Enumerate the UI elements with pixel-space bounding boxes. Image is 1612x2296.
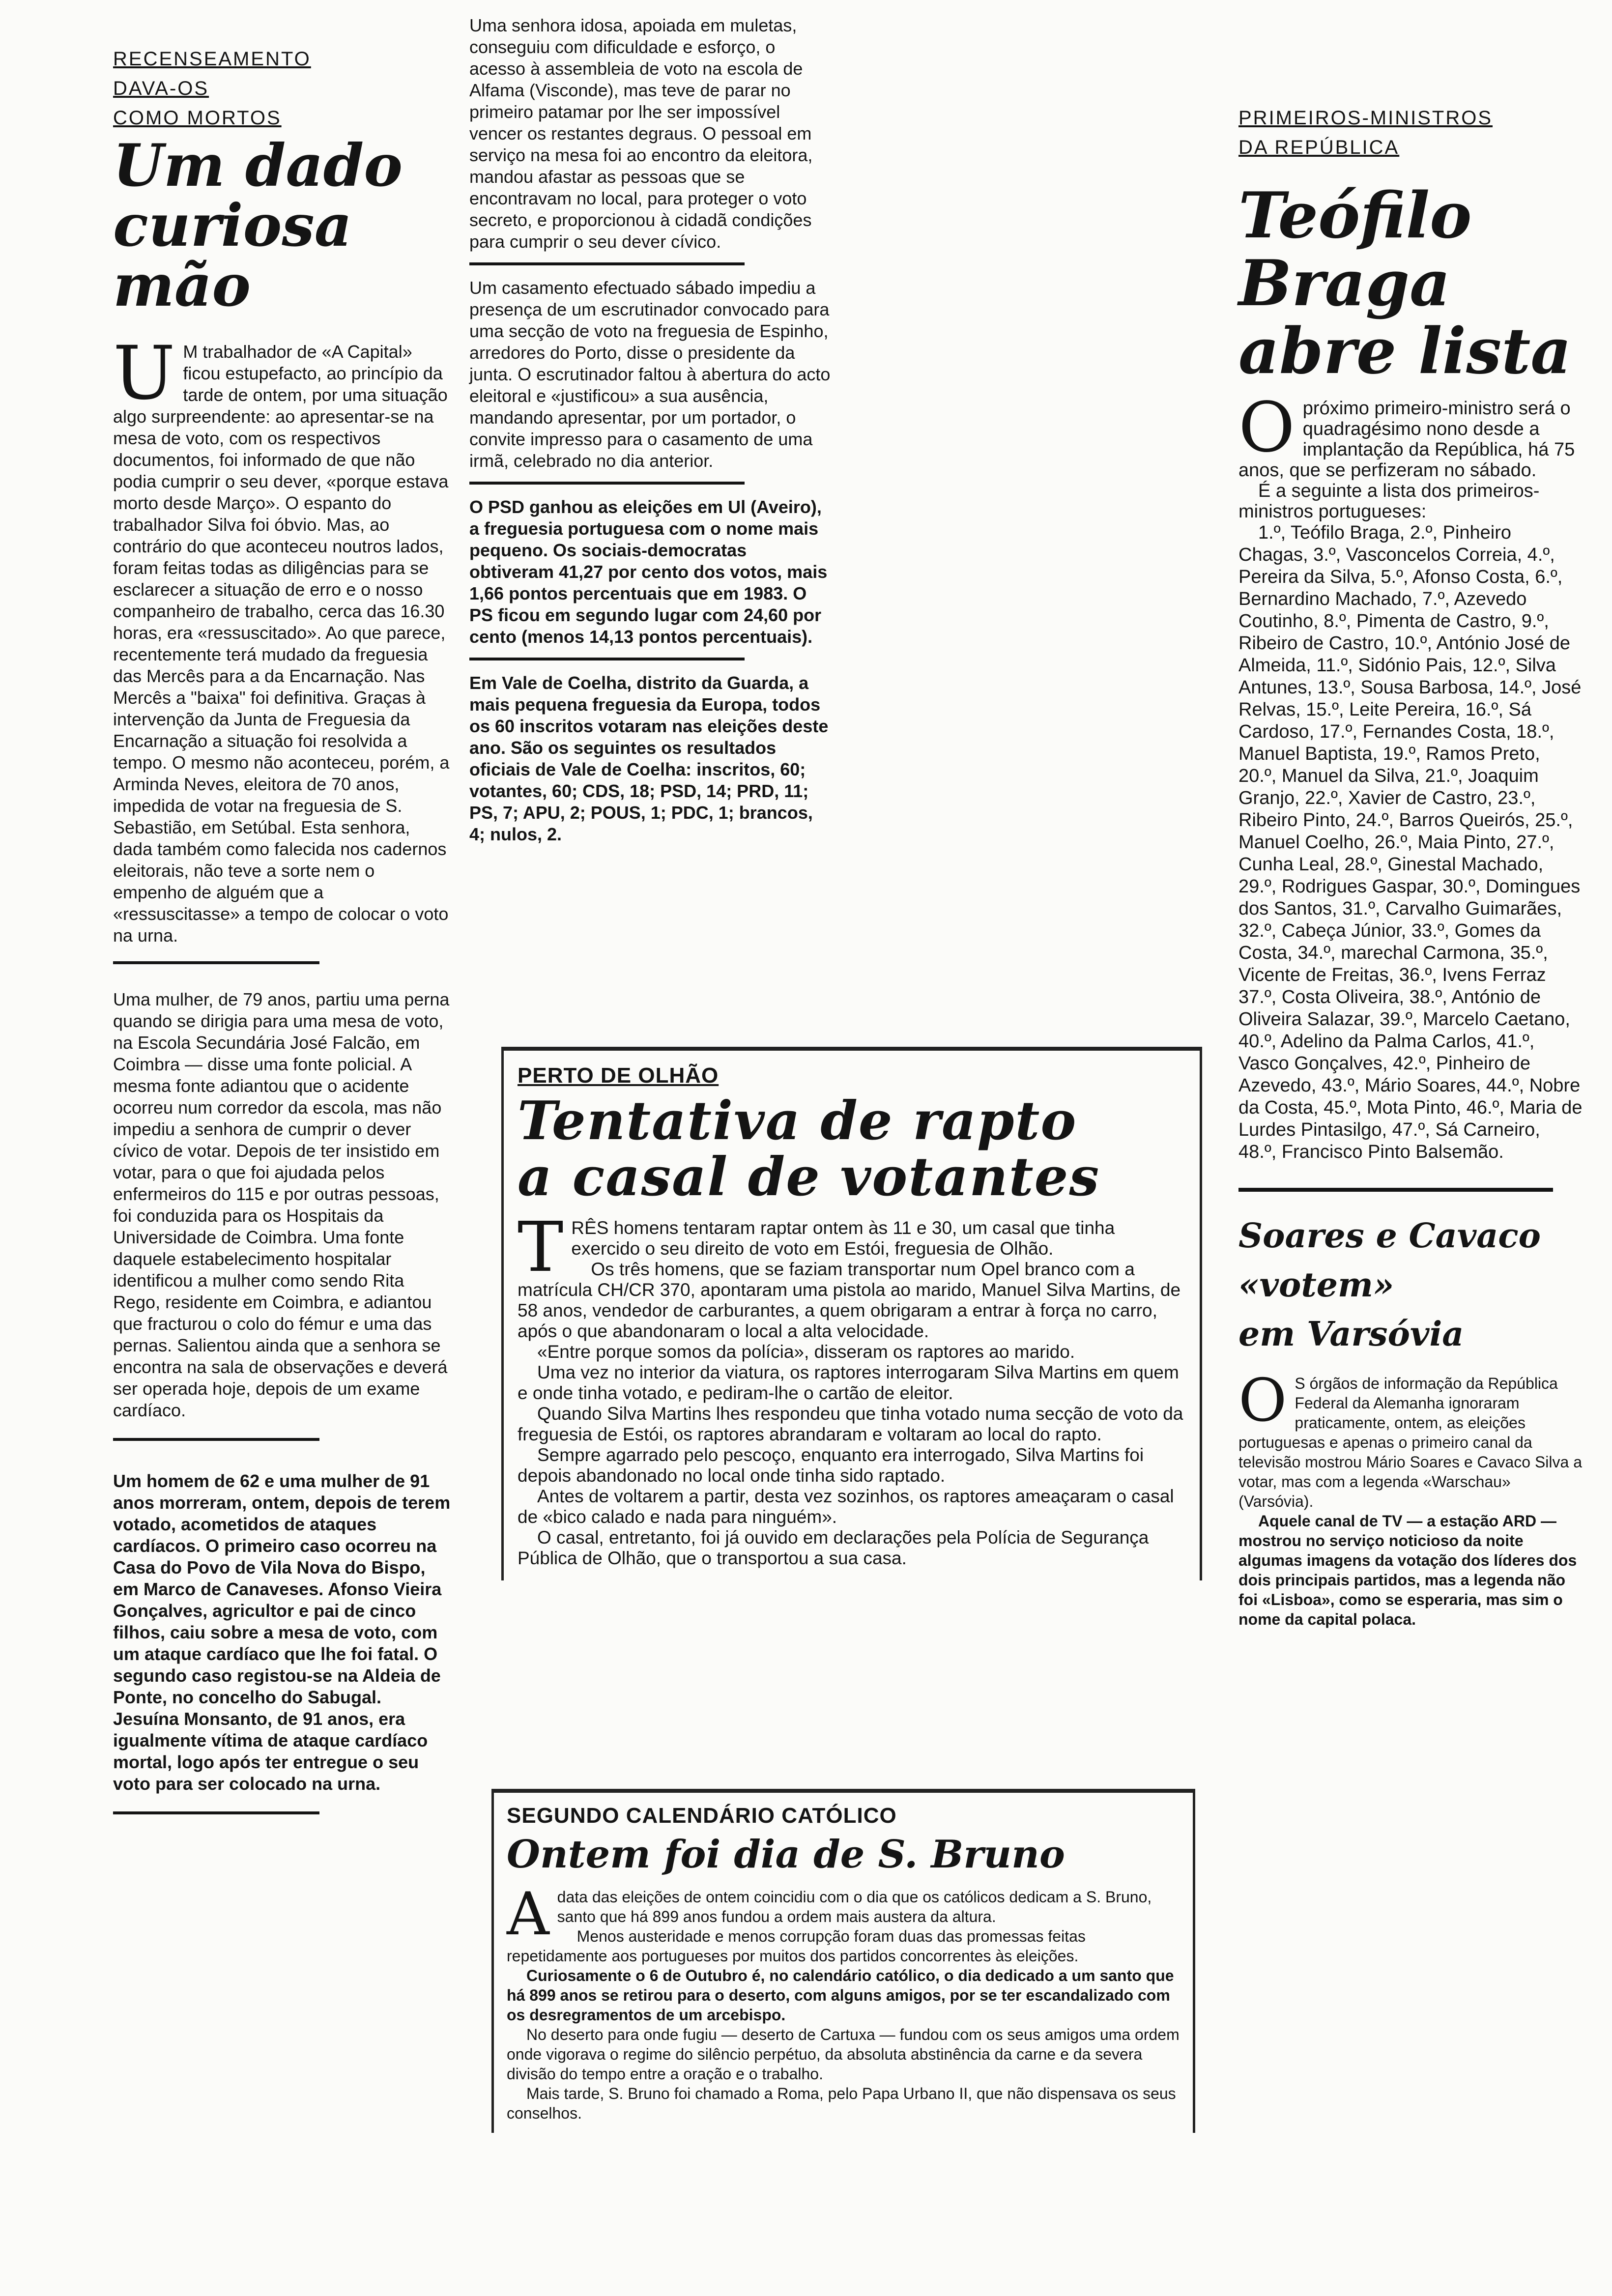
olhao-p6: Sempre agarrado pelo pescoço, enquanto era interrogado, Silva Martins foi depois abandonado no local onde tinha sido raptado. [518,1445,1144,1486]
olhao-p8: O casal, entretanto, foi já ouvido em declarações pela Polícia de Segurança Pública de Olhão, que o transportou a sua casa. [518,1527,1149,1568]
olhao-dropcap: T [518,1207,564,1288]
left-divider-1 [113,961,319,964]
varsovia-dropcap: O [1238,1367,1287,1435]
olhao-headline: Tentativa de rapto a casal de votantes [518,1090,1100,1208]
bruno-p2: Menos austeridade e menos corrupção foram duas das promessas feitas repetidamente aos portugueses por muitos dos partidos concorrentes às eleições. [507,1927,1086,1965]
varsovia-body [1238,1367,1583,1629]
left-story-2-text: Uma mulher, de 79 anos, partiu uma perna quando se dirigia para uma mesa de voto, na Escola Secundária José Falcão, em Coimbra — disse uma fonte policial. A mesma fonte adiantou que o acidente ocorreu num corredor da escola, mas não impediu a senhora de cumprir o dever cívico de votar. Depois de ter insistido em votar, para o que foi ajudada pelos enfermeiros do 115 e por outras pessoas, foi conduzida para os Hospitais da Universidade de Coimbra. Uma fonte daquele estabelecimento hospitalar identificou a mulher como sendo Rita Rego, residente em Coimbra, e adiantou que fracturou o colo do fémur e uma das pernas. Salientou ainda que a senhora se encontra na sala de observações e deverá ser operada hoje, depois de um exame cardíaco. [113,989,450,1420]
bruno-p5: Mais tarde, S. Bruno foi chamado a Roma, pelo Papa Urbano II, que não dispensava os seus conselhos. [507,2085,1176,2122]
right-list-intro: É a seguinte a lista dos primeiros-ministros portugueses: [1238,481,1540,522]
right-divider [1238,1188,1553,1192]
varsovia-p2: Aquele canal de TV — a estação ARD — mostrou no serviço noticioso da noite algumas imagens da votação dos líderes dos dois principais partidos, mas a legenda não foi «Lisboa», como se esperaria, mas sim o nome da capital polaca. [1238,1512,1577,1628]
bruno-p4: No deserto para onde fugiu — deserto de Cartuxa — fundou com os seus amigos uma ordem onde vigorava o regime do silêncio perpétuo, da absoluta abstinência da carne e da severa divisão do tempo entre a oração e o trabalho. [507,2026,1180,2083]
olhao-article [501,1047,1202,1580]
left-story-1-text: M trabalhador de «A Capital» ficou estupefacto, ao princípio da tarde de ontem, por uma situação algo surpreendente: ao apresentar-se na mesa de voto, com os respectivos documentos, foi informado de que não podia cumprir o seu dever, «porque estava morto desde Março». O espanto do trabalhador Silva foi óbvio. Mas, ao contrário do que aconteceu noutros lados, foram feitas todas as diligências para se esclarecer a situação de erro e o nosso companheiro de trabalho, cerca das 16.30 horas, era «ressuscitado». Ao que parece, recentemente terá mudado da freguesia das Mercês para a da Encarnação. Nas Mercês a "baixa" foi definitiva. Graças à intervenção da Junta de Freguesia da Encarnação a situação foi resolvida a tempo. O mesmo não aconteceu, porém, a Arminda Neves, eleitora de 70 anos, impedida de votar na freguesia de S. Sebastião, em Setúbal. Esta senhora, dada também como falecida nos cadernos eleitorais, não teve a sorte nem o empenho de alguém que a «ressuscitasse» a tempo de colocar o voto na urna. [113,342,450,946]
middle-briefs-column [469,15,833,845]
bruno-p3: Curiosamente o 6 de Outubro é, no calendário católico, o dia dedicado a um santo que há 899 anos se retirou para o deserto, com alguns amigos, por se ter escandalizado com os desregramentos de um arcebispo. [507,1967,1174,2024]
left-story-3-text: Um homem de 62 e uma mulher de 91 anos morreram, ontem, depois de terem votado, acometidos de ataques cardíacos. O primeiro caso ocorreu na Casa do Povo de Vila Nova do Bispo, em Marco de Canaveses. Afonso Vieira Gonçalves, agricultor e pai de cinco filhos, caiu sobre a mesa de voto, com um ataque cardíaco que lhe foi fatal. O segundo caso registou-se na Aldeia de Ponte, no concelho do Sabugal. Jesuína Monsanto, de 91 anos, era igualmente vítima de ataque cardíaco mortal, logo após ter entregue o seu voto para ser colocado na urna. [113,1471,451,1794]
right-intro-text: próximo primeiro-ministro será o quadragésimo nono desde a implantação da República, há 75 anos, que se perfizeram no sábado. [1238,398,1575,481]
middle-divider-3 [469,658,745,660]
olhao-p1: RÊS homens tentaram raptar ontem às 11 e 30, um casal que tinha exercido o seu direito de voto em Estói, freguesia de Olhão. [571,1218,1115,1259]
bruno-headline: Ontem foi dia de S. Bruno [507,1832,1065,1877]
left-kicker: RECENSEAMENTO DAVA-OS COMO MORTOS [113,48,311,129]
olhao-p4: Uma vez no interior da viatura, os raptores interrogaram Silva Martins em quem e onde tinha votado, e pediram-lhe o cartão de eleitor. [518,1362,1179,1403]
right-intro [1238,388,1583,1163]
olhao-p2: Os três homens, que se faziam transportar num Opel branco com a matrícula CH/CR 370, apontaram uma pistola ao marido, Manuel Silva Martins, de 58 anos, vendedor de carburantes, a quem obrigaram a entrar à força no carro, após o que abandonaram o local a alta velocidade. [518,1259,1181,1341]
right-kicker: PRIMEIROS-MINISTROS DA REPÚBLICA [1238,107,1493,158]
left-story-1 [113,331,452,947]
olhao-p7: Antes de voltarem a partir, desta vez sozinhos, os raptores ameaçaram o casal de «bico calado e nada para ninguém». [518,1486,1174,1527]
bruno-p1: data das eleições de ontem coincidiu com o dia que os católicos dedicam a S. Bruno, santo que há 899 anos fundou a ordem mais austera da altura. [557,1888,1152,1925]
right-dropcap: O [1238,388,1295,468]
olhao-p3: «Entre porque somos da polícia», disseram os raptores ao marido. [537,1342,1075,1362]
middle-divider-1 [469,262,745,265]
left-headline: Um dado curiosa mão [113,131,403,319]
right-column [1238,103,1583,1629]
left-column [113,44,452,1814]
varsovia-p1: S órgãos de informação da República Federal da Alemanha ignoraram praticamente, ontem, as eleições portuguesas e apenas o primeiro canal da televisão mostrou Mário Soares e Cavaco Silva a votar, mas com a legenda «Warschau» (Varsóvia). [1238,1375,1582,1510]
left-divider-3 [113,1811,319,1814]
brief-2-text: Um casamento efectuado sábado impediu a presença de um escrutinador convocado para uma secção de voto na freguesia de Espinho, arredores do Porto, disse o presidente da junta. O escrutinador faltou à abertura do acto eleitoral e «justificou» a sua ausência, mandando apresentar, por um portador, o convite impresso para o casamento de uma irmã, celebrado no dia anterior. [469,278,831,471]
left-divider-2 [113,1438,319,1441]
varsovia-headline: Soares e Cavaco «votem» em Varsóvia [1238,1216,1541,1354]
right-headline: Teófilo Braga abre lista [1238,179,1572,388]
bruno-body [507,1880,1180,2123]
middle-divider-2 [469,482,745,485]
left-story-1-dropcap: U [113,331,175,416]
right-pm-list: 1.º, Teófilo Braga, 2.º, Pinheiro Chagas, 3.º, Vasconcelos Correia, 4.º, Pereira da Silva, 5.º, Afonso Costa, 6.º, Bernardino Machado, 7.º, Azevedo Coutinho, 8.º, Pimenta de Castro, 9.º, Ribeiro de Castro, 10.º, António José de Almeida, 11.º, Sidónio Pais, 12.º, Silva Antunes, 13.º, Sousa Barbosa, 14.º, José Relvas, 15.º, Leite Pereira, 16.º, Sá Cardoso, 17.º, Fernandes Costa, 18.º, Manuel Baptista, 19.º, Ramos Preto, 20.º, Manuel da Silva, 21.º, Joaquim Granjo, 22.º, Xavier de Castro, 23.º, Ribeiro Pinto, 24.º, Barros Queirós, 25.º, Manuel Coelho, 26.º, Maia Pinto, 27.º, Cunha Leal, 28.º, Ginestal Machado, 29.º, Rodrigues Gaspar, 30.º, Domingues dos Santos, 31.º, Carvalho Guimarães, 32.º, Cabeça Júnior, 33.º, Gomes da Costa, 34.º, marechal Carmona, 35.º, Vicente de Freitas, 36.º, Ivens Ferraz 37.º, Costa Oliveira, 38.º, António de Oliveira Salazar, 39.º, Marcelo Caetano, 40.º, Adelino da Palma Carlos, 41.º, Vasco Gonçalves, 42.º, Pinheiro de Azevedo, 43.º, Mário Soares, 44.º, Nobre da Costa, 45.º, Mota Pinto, 46.º, Maria de Lurdes Pintasilgo, 47.º, Sá Carneiro, 48.º, Francisco Pinto Balsemão. [1238,522,1583,1162]
brief-4-text: Em Vale de Coelha, distrito da Guarda, a mais pequena freguesia da Europa, todos os 60 inscritos votaram nas eleições deste ano. São os seguintes os resultados oficiais de Vale de Coelha: inscritos, 60; votantes, 60; CDS, 18; PSD, 14; PRD, 11; PS, 7; APU, 2; POUS, 1; PDC, 1; brancos, 4; nulos, 2. [469,673,829,844]
olhao-kicker: PERTO DE OLHÃO [518,1063,719,1088]
bruno-article [491,1789,1195,2133]
bruno-kicker: SEGUNDO CALENDÁRIO CATÓLICO [507,1804,897,1828]
brief-1-text: Uma senhora idosa, apoiada em muletas, conseguiu com dificuldade e esforço, o acesso à assembleia de voto na escola de Alfama (Visconde), mas teve de parar no primeiro patamar por lhe ser impossível vencer os restantes degraus. O pessoal em serviço na mesa foi ao encontro da eleitora, mandou afastar as pessoas que se encontravam no local, para proteger o voto secreto, e proporcionou à cidadã condições para cumprir o seu dever cívico. [469,15,813,252]
brief-3-text: O PSD ganhou as eleições em Ul (Aveiro), a freguesia portuguesa com o nome mais pequeno. Os sociais-democratas obtiveram 41,27 por cento dos votos, mais 1,66 pontos percentuais que em 1983. O PS ficou em segundo lugar com 24,60 por cento (menos 14,13 pontos percentuais). [469,497,828,647]
olhao-body [518,1207,1186,1569]
olhao-p5: Quando Silva Martins lhes respondeu que tinha votado numa secção de voto da freguesia de Estói, os raptores abrandaram e voltaram ao local do rapto. [518,1404,1183,1444]
bruno-dropcap: A [507,1880,549,1949]
